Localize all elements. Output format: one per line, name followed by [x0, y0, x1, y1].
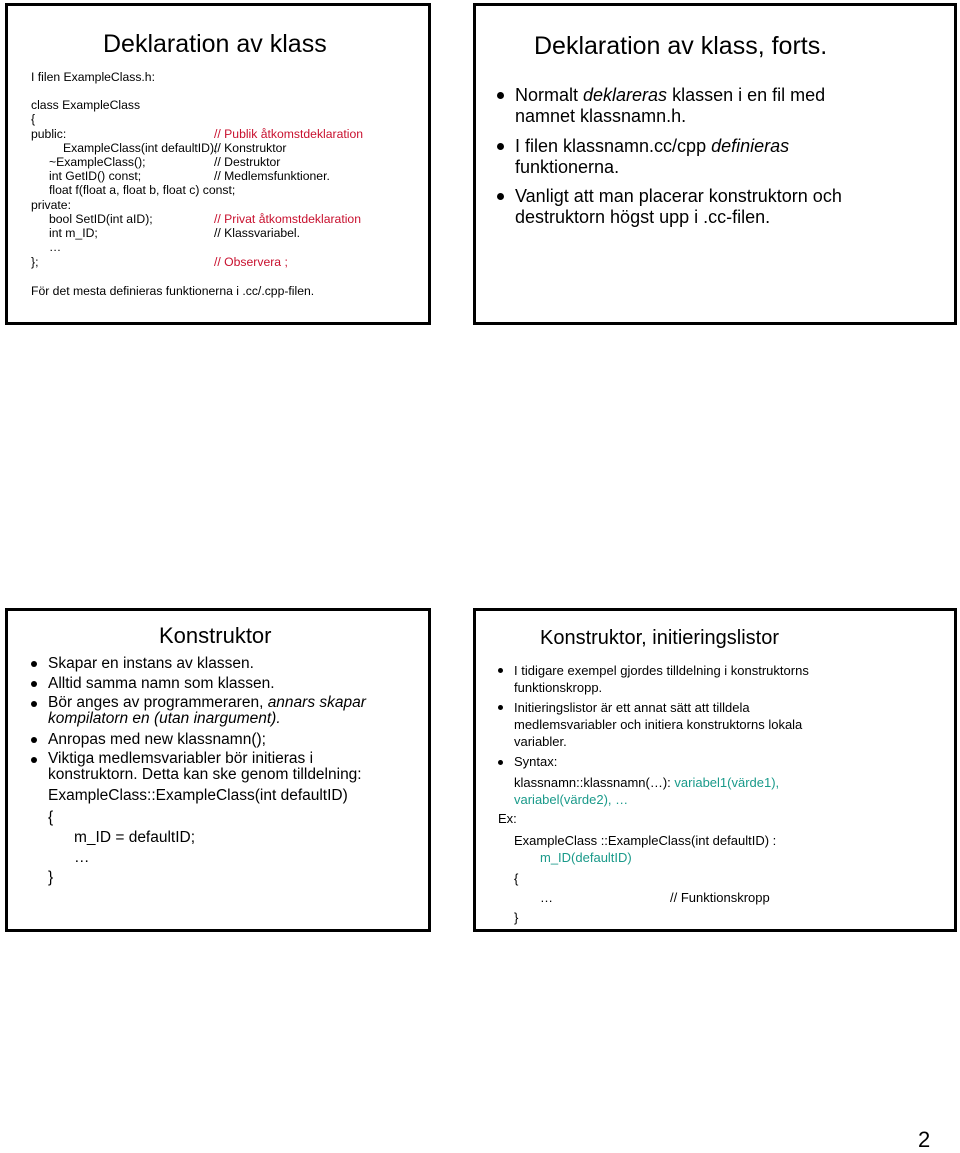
bullet-text: Bör anges av programmeraren, annars skapar kompilatorn en (utan inargument).: [48, 694, 366, 727]
bullet-icon: [31, 701, 37, 707]
code-comment: // Funktionskropp: [670, 890, 770, 905]
code-comment: // Destruktor: [214, 155, 281, 169]
slide-title: Konstruktor, initieringslistor: [540, 627, 779, 649]
bullet-text: Vanligt att man placerar konstruktorn och destruktorn högst upp i .cc-filen.: [515, 186, 842, 227]
code-line: m_ID(defaultID): [540, 850, 632, 865]
code-line: …: [540, 890, 553, 905]
code-line: private:: [31, 198, 71, 212]
slide-deklaration-av-klass-forts: [473, 3, 957, 325]
code-line: }: [48, 869, 54, 886]
code-line: m_ID = defaultID;: [74, 829, 196, 846]
code-line: ExampleClass(int defaultID);: [63, 141, 218, 155]
code-comment: // Privat åtkomstdeklaration: [214, 212, 361, 226]
code-line: int GetID() const;: [49, 169, 142, 183]
code-comment: // Medlemsfunktioner.: [214, 169, 330, 183]
code-line: ExampleClass::ExampleClass(int defaultID): [48, 787, 348, 804]
code-line: {: [514, 871, 519, 886]
code-line: bool SetID(int aID);: [49, 212, 153, 226]
slide-title: Konstruktor: [159, 623, 272, 648]
bullet-text: Normalt deklareras klassen i en fil med namnet klassnamn.h.: [515, 85, 826, 126]
slide-title: Deklaration av klass: [103, 30, 327, 58]
bullet-icon: [31, 661, 37, 667]
bullet-icon: [498, 705, 503, 710]
bullet-icon: [497, 92, 504, 99]
code-line: float f(float a, float b, float c) const;: [49, 183, 236, 197]
code-comment: // Publik åtkomstdeklaration: [214, 127, 364, 141]
slide-konstruktor: [5, 608, 431, 932]
code-comment: // Klassvariabel.: [214, 226, 301, 240]
slide-title: Deklaration av klass, forts.: [534, 32, 828, 60]
bullet-text: Alltid samma namn som klassen.: [48, 675, 275, 692]
code-line: int m_ID;: [49, 226, 98, 240]
code-line: …: [74, 849, 90, 866]
slide-konstruktor-initieringslistor: [473, 608, 957, 932]
syntax-text: klassnamn::klassnamn(…): variabel1(värde1), variabel(värde2), …: [514, 775, 780, 807]
bullet-icon: [498, 668, 503, 673]
code-line: …: [49, 240, 62, 254]
code-line: }: [514, 910, 519, 925]
bullet-text: Viktiga medlemsvariabler bör initieras i konstruktorn. Detta kan ske genom tilldelning:: [48, 750, 362, 783]
code-line: };: [31, 255, 39, 269]
bullet-text: I tidigare exempel gjordes tilldelning i konstruktorns funktionskropp.: [514, 663, 809, 695]
bullet-icon: [497, 193, 504, 200]
bullet-text: Initieringslistor är ett annat sätt att tilldela medlemsvariabler och initiera konstruktorns lokala variabler.: [514, 700, 803, 749]
page-number: 2: [918, 1127, 931, 1152]
bullet-icon: [31, 737, 37, 743]
bullet-text: I filen klassnamn.cc/cpp definieras funktionerna.: [515, 136, 790, 177]
code-comment: // Observera ;: [214, 255, 288, 269]
code-line: {: [31, 112, 36, 126]
bullet-text: Syntax:: [514, 754, 558, 769]
slide-deklaration-av-klass: [5, 3, 431, 325]
code-line: public:: [31, 127, 67, 141]
code-line: class ExampleClass: [31, 98, 141, 112]
slide-intro: I filen ExampleClass.h:: [31, 70, 155, 84]
bullet-text: Anropas med new klassnamn();: [48, 731, 266, 748]
slide-footer: För det mesta definieras funktionerna i .cc/.cpp-filen.: [31, 284, 315, 298]
bullet-icon: [498, 760, 503, 765]
bullet-icon: [497, 143, 504, 150]
example-label: Ex:: [498, 811, 517, 826]
code-line: ExampleClass ::ExampleClass(int defaultID) :: [514, 833, 777, 848]
bullet-icon: [31, 757, 37, 763]
bullet-text: Skapar en instans av klassen.: [48, 655, 254, 672]
code-line: ~ExampleClass();: [49, 155, 146, 169]
code-comment: // Konstruktor: [214, 141, 287, 155]
bullet-icon: [31, 681, 37, 687]
code-line: {: [48, 809, 54, 826]
